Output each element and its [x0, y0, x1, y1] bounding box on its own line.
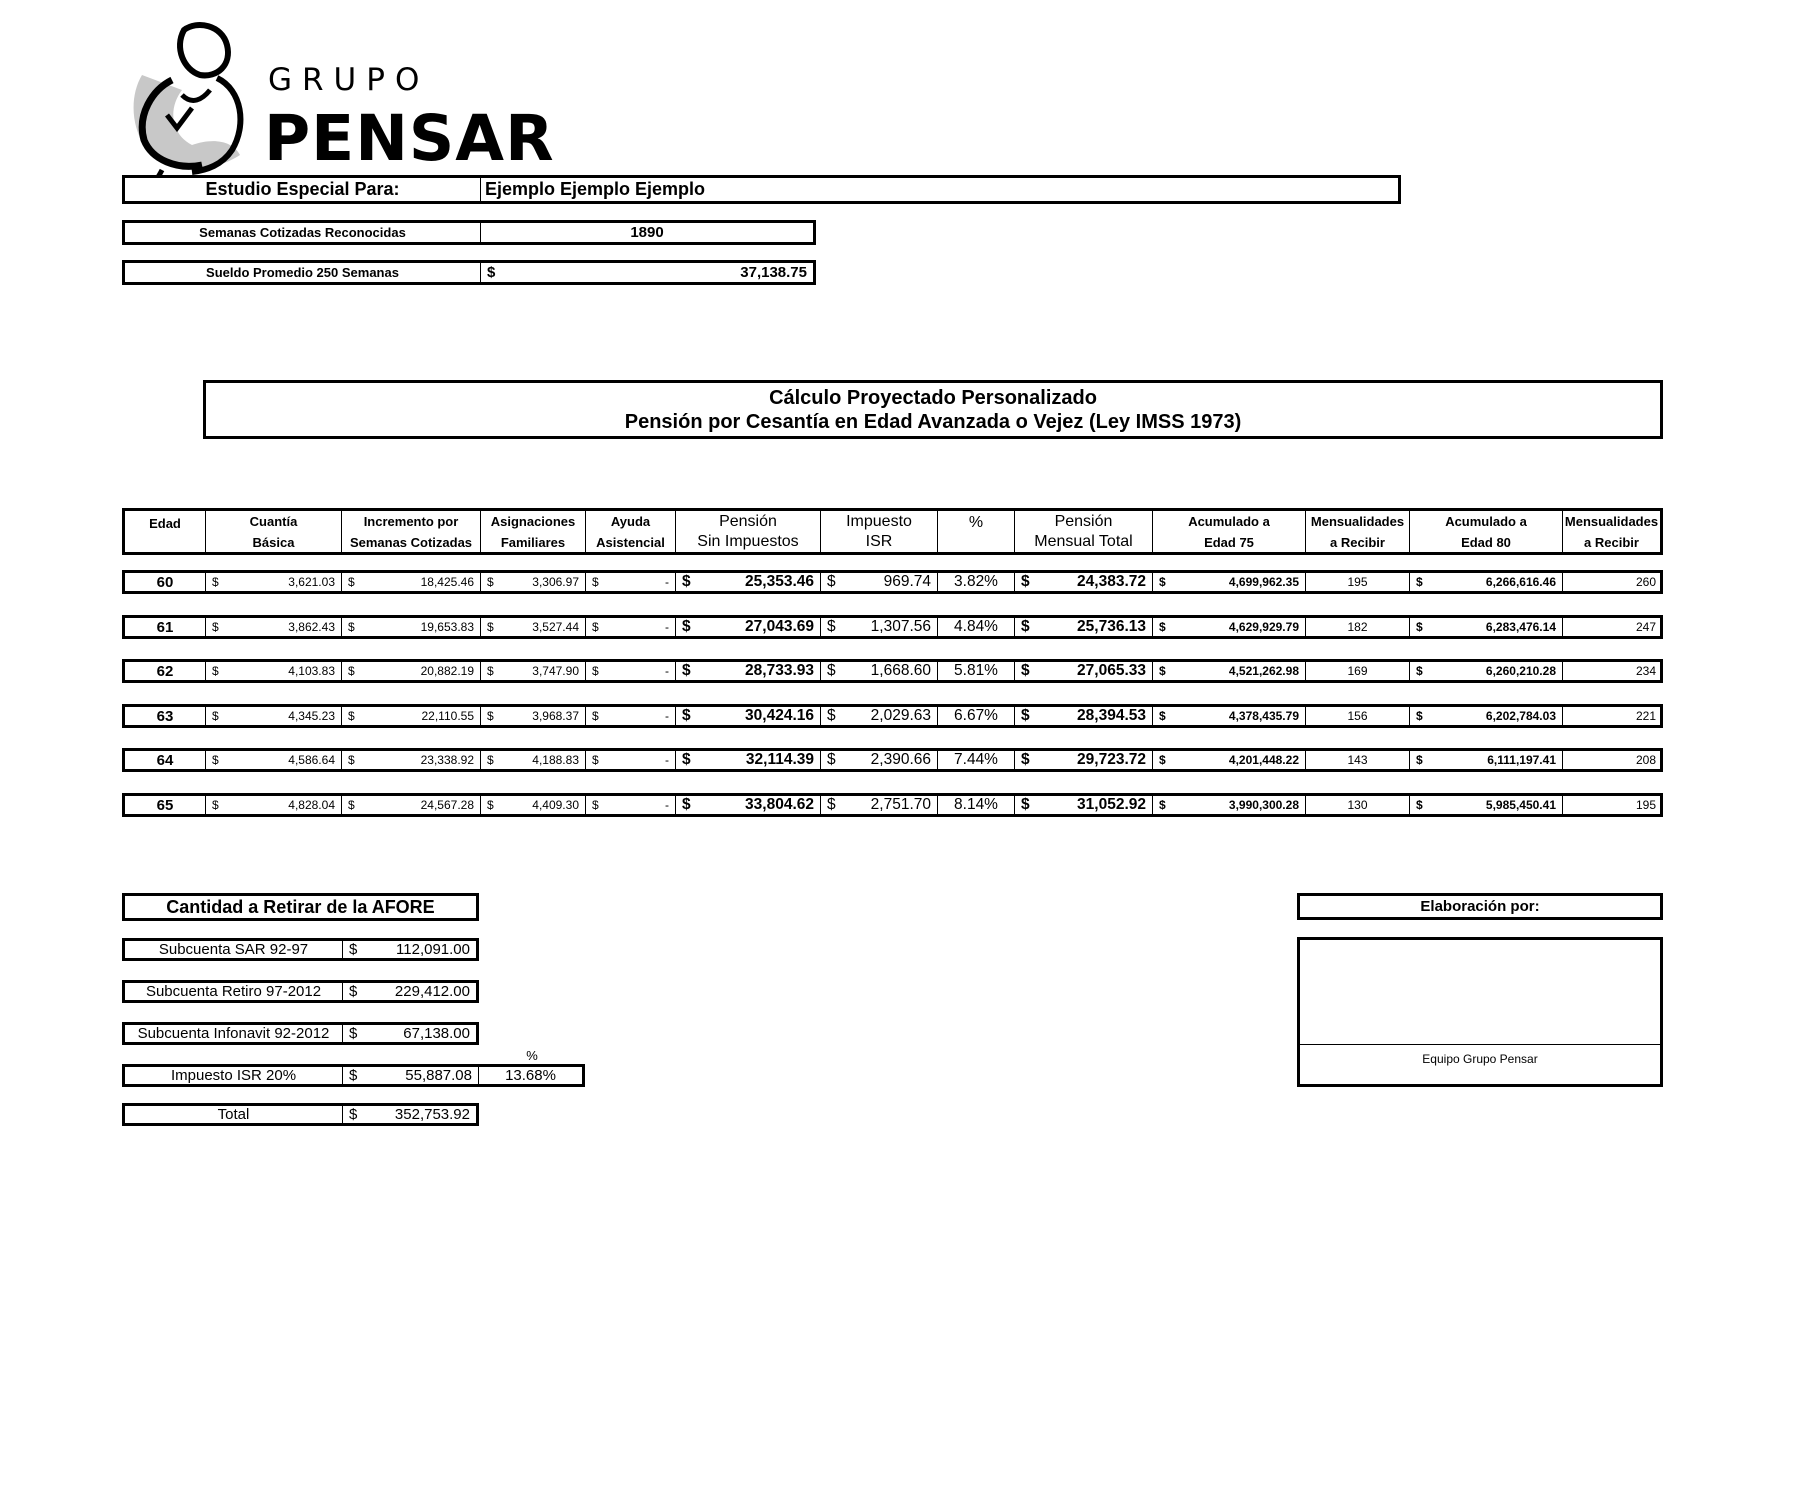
header-line: Ayuda — [610, 513, 651, 529]
header-line: Semanas Cotizadas — [349, 534, 473, 550]
header-line: Familiares — [500, 534, 566, 550]
cell-value: 25,736.13 — [1077, 618, 1146, 635]
cell-mensual — [1015, 707, 1153, 725]
currency-symbol: $ — [348, 620, 355, 634]
cell-edad: 61 — [125, 618, 206, 636]
cell-incremento — [342, 618, 481, 636]
cell-value: 33,804.62 — [745, 796, 814, 813]
cell-value: 1,307.56 — [870, 618, 931, 635]
cell-basica — [206, 662, 342, 680]
header-line: % — [968, 514, 984, 531]
header-line: Sin Impuestos — [697, 532, 799, 550]
cell-mens75: 156 — [1306, 707, 1410, 725]
col-header-sin-impuestos — [676, 511, 821, 552]
table-row — [122, 615, 1663, 639]
cell-basica — [206, 796, 342, 814]
afore-sar-label: Subcuenta SAR 92-97 — [125, 941, 343, 958]
col-header-isr — [821, 511, 938, 552]
cell-acum80 — [1410, 707, 1563, 725]
cell-value: 4,345.23 — [288, 709, 335, 723]
cell-asignaciones — [481, 751, 586, 769]
cell-acum80 — [1410, 662, 1563, 680]
currency-symbol: $ — [212, 798, 219, 812]
currency-symbol: $ — [1159, 753, 1166, 767]
currency-symbol: $ — [682, 751, 691, 768]
currency-symbol: $ — [348, 709, 355, 723]
currency-symbol: $ — [487, 264, 496, 281]
currency-symbol: $ — [592, 753, 599, 767]
currency-symbol: $ — [487, 709, 494, 723]
logo — [122, 20, 555, 190]
afore-retiro-value-cell — [343, 983, 476, 1000]
cell-mensual — [1015, 796, 1153, 814]
currency-symbol: $ — [348, 753, 355, 767]
currency-symbol: $ — [827, 796, 836, 813]
currency-symbol: $ — [1416, 575, 1423, 589]
afore-total-value-cell — [343, 1106, 476, 1123]
cell-value: 25,353.46 — [745, 573, 814, 590]
cell-value: 2,029.63 — [870, 707, 931, 724]
col-header-mensual — [1015, 511, 1153, 552]
cell-mensual — [1015, 618, 1153, 636]
currency-symbol: $ — [212, 620, 219, 634]
header-line: a Recibir — [1584, 534, 1639, 550]
semanas-value: 1890 — [630, 224, 664, 241]
semanas-row — [122, 220, 816, 245]
cell-asignaciones — [481, 707, 586, 725]
sueldo-value: 37,138.75 — [740, 264, 807, 281]
cell-value: 1,668.60 — [870, 662, 931, 679]
header-line: a Recibir — [1330, 534, 1385, 550]
currency-symbol: $ — [349, 983, 358, 1000]
currency-symbol: $ — [592, 620, 599, 634]
header-line: Básica — [252, 534, 295, 550]
cell-ayuda — [586, 751, 676, 769]
cell-acum80 — [1410, 796, 1563, 814]
calc-title-line2: Pensión por Cesantía en Edad Avanzada o Vejez (Ley IMSS 1973) — [624, 411, 1242, 433]
currency-symbol: $ — [682, 573, 691, 590]
afore-isr-row — [122, 1064, 585, 1087]
currency-symbol: $ — [682, 796, 691, 813]
cell-pct: 8.14% — [938, 796, 1015, 814]
cell-value: - — [665, 798, 669, 812]
cell-mens75: 169 — [1306, 662, 1410, 680]
currency-symbol: $ — [827, 618, 836, 635]
cell-acum80 — [1410, 618, 1563, 636]
table-row — [122, 748, 1663, 772]
cell-mens80: 260 — [1635, 575, 1656, 589]
elaboracion-footer: Equipo Grupo Pensar — [1422, 1052, 1538, 1066]
cell-incremento — [342, 751, 481, 769]
cell-edad: 65 — [125, 796, 206, 814]
cell-mens75: 182 — [1306, 618, 1410, 636]
currency-symbol: $ — [1021, 662, 1030, 679]
cell-sin_impuestos — [676, 662, 821, 680]
cell-ayuda — [586, 573, 676, 591]
cell-value: 24,567.28 — [420, 798, 474, 812]
currency-symbol: $ — [592, 798, 599, 812]
cell-edad: 64 — [125, 751, 206, 769]
cell-value: 969.74 — [883, 573, 931, 590]
cell-value: 6,283,476.14 — [1485, 620, 1556, 634]
cell-edad: 63 — [125, 707, 206, 725]
cell-value: 2,390.66 — [870, 751, 931, 768]
currency-symbol: $ — [487, 620, 494, 634]
elaboracion-title-box — [1297, 893, 1663, 920]
cell-ayuda — [586, 618, 676, 636]
sueldo-label: Sueldo Promedio 250 Semanas — [125, 263, 481, 282]
cell-mens80: 234 — [1635, 664, 1656, 678]
cell-isr — [821, 573, 938, 591]
currency-symbol: $ — [592, 575, 599, 589]
cell-incremento — [342, 573, 481, 591]
cell-value: 3,862.43 — [288, 620, 335, 634]
cell-value: 3,306.97 — [532, 575, 579, 589]
cell-mensual — [1015, 751, 1153, 769]
cell-value: 4,103.83 — [288, 664, 335, 678]
brand-line1: GRUPO — [268, 62, 430, 98]
currency-symbol: $ — [349, 1025, 358, 1042]
header-line: Mensualidades — [1564, 513, 1659, 529]
header-line: Edad 75 — [1204, 534, 1254, 550]
afore-infonavit-label: Subcuenta Infonavit 92-2012 — [125, 1025, 343, 1042]
currency-symbol: $ — [349, 1106, 358, 1123]
col-header-acum75 — [1153, 511, 1306, 552]
afore-sar-value-cell — [343, 941, 476, 958]
cell-pct: 4.84% — [938, 618, 1015, 636]
cell-value: 5,985,450.41 — [1485, 798, 1556, 812]
cell-acum75 — [1153, 662, 1306, 680]
table-row — [122, 793, 1663, 817]
cell-sin_impuestos — [676, 796, 821, 814]
semanas-label: Semanas Cotizadas Reconocidas — [125, 223, 481, 242]
header-line: Pensión — [1054, 512, 1113, 530]
currency-symbol: $ — [1159, 575, 1166, 589]
cell-value: 18,425.46 — [420, 575, 474, 589]
afore-total-value: 352,753.92 — [394, 1106, 470, 1123]
cell-acum80 — [1410, 573, 1563, 591]
estudio-value: Ejemplo Ejemplo Ejemplo — [485, 179, 706, 199]
afore-pct-header: % — [526, 1048, 538, 1063]
table-header — [122, 508, 1663, 555]
cell-value: 4,201,448.22 — [1228, 753, 1299, 767]
calc-title-line1: Cálculo Proyectado Personalizado — [769, 387, 1097, 409]
cell-value: 19,653.83 — [420, 620, 474, 634]
col-header-mens75 — [1306, 511, 1410, 552]
currency-symbol: $ — [1416, 753, 1423, 767]
header-line: Mensual Total — [1034, 532, 1133, 550]
currency-symbol: $ — [1159, 620, 1166, 634]
afore-total-label: Total — [125, 1106, 343, 1123]
afore-isr-label: Impuesto ISR 20% — [125, 1067, 343, 1084]
cell-value: - — [665, 753, 669, 767]
afore-sar-value: 112,091.00 — [396, 941, 470, 958]
afore-isr-value-cell — [343, 1067, 479, 1084]
cell-sin_impuestos — [676, 618, 821, 636]
col-header-asignaciones — [481, 511, 586, 552]
col-header-pct — [938, 511, 1015, 552]
cell-mens75: 130 — [1306, 796, 1410, 814]
currency-symbol: $ — [487, 575, 494, 589]
currency-symbol: $ — [348, 664, 355, 678]
currency-symbol: $ — [1159, 664, 1166, 678]
cell-mens75: 143 — [1306, 751, 1410, 769]
cell-mensual — [1015, 573, 1153, 591]
header-line: Incremento por — [363, 513, 459, 529]
afore-total-row — [122, 1103, 479, 1126]
afore-infonavit-value-cell — [343, 1025, 476, 1042]
cell-edad: 60 — [125, 573, 206, 591]
currency-symbol: $ — [682, 618, 691, 635]
cell-acum75 — [1153, 751, 1306, 769]
currency-symbol: $ — [212, 753, 219, 767]
cell-basica — [206, 573, 342, 591]
cell-asignaciones — [481, 573, 586, 591]
cell-acum75 — [1153, 573, 1306, 591]
cell-value: 2,751.70 — [870, 796, 931, 813]
cell-value: 4,521,262.98 — [1228, 664, 1299, 678]
currency-symbol: $ — [827, 751, 836, 768]
currency-symbol: $ — [1416, 620, 1423, 634]
cell-value: 30,424.16 — [745, 707, 814, 724]
header-line: Asistencial — [596, 534, 665, 550]
cell-value: 6,260,210.28 — [1485, 664, 1556, 678]
cell-value: 22,110.55 — [421, 709, 474, 723]
cell-value: 3,621.03 — [288, 575, 335, 589]
thinker-figure-icon — [122, 20, 272, 190]
afore-title: Cantidad a Retirar de la AFORE — [166, 896, 435, 917]
cell-sin_impuestos — [676, 751, 821, 769]
brand-line2: PENSAR — [264, 102, 555, 175]
cell-ayuda — [586, 662, 676, 680]
currency-symbol: $ — [348, 798, 355, 812]
cell-value: 29,723.72 — [1077, 751, 1146, 768]
currency-symbol: $ — [1021, 618, 1030, 635]
currency-symbol: $ — [487, 753, 494, 767]
cell-value: 3,747.90 — [532, 664, 579, 678]
header-line: Impuesto — [846, 512, 912, 530]
currency-symbol: $ — [827, 707, 836, 724]
cell-incremento — [342, 796, 481, 814]
cell-pct: 5.81% — [938, 662, 1015, 680]
cell-value: - — [665, 620, 669, 634]
sueldo-value-cell — [481, 263, 813, 282]
cell-mensual — [1015, 662, 1153, 680]
elaboracion-signature-box — [1297, 937, 1663, 1087]
cell-value: 4,828.04 — [288, 798, 335, 812]
cell-value: - — [665, 575, 669, 589]
cell-ayuda — [586, 796, 676, 814]
cell-value: 4,188.83 — [532, 753, 579, 767]
cell-value: 6,111,197.41 — [1487, 753, 1556, 767]
cell-acum75 — [1153, 796, 1306, 814]
cell-pct: 6.67% — [938, 707, 1015, 725]
afore-infonavit-value: 67,138.00 — [403, 1025, 470, 1042]
calc-title-box — [203, 380, 1663, 439]
currency-symbol: $ — [212, 575, 219, 589]
cell-value: 3,527.44 — [532, 620, 579, 634]
cell-isr — [821, 707, 938, 725]
cell-value: 3,968.37 — [532, 709, 579, 723]
currency-symbol: $ — [1159, 709, 1166, 723]
currency-symbol: $ — [487, 664, 494, 678]
currency-symbol: $ — [827, 573, 836, 590]
cell-incremento — [342, 707, 481, 725]
cell-ayuda — [586, 707, 676, 725]
currency-symbol: $ — [349, 1067, 358, 1084]
col-header-edad — [125, 511, 206, 552]
cell-basica — [206, 707, 342, 725]
cell-value: 28,394.53 — [1077, 707, 1146, 724]
afore-isr-pct: 13.68% — [505, 1067, 556, 1084]
currency-symbol: $ — [1021, 751, 1030, 768]
estudio-row — [122, 175, 1401, 204]
cell-value: 4,409.30 — [532, 798, 579, 812]
cell-acum80 — [1410, 751, 1563, 769]
currency-symbol: $ — [1416, 664, 1423, 678]
signature-area — [1300, 940, 1660, 1045]
currency-symbol: $ — [592, 709, 599, 723]
cell-value: 3,990,300.28 — [1228, 798, 1299, 812]
currency-symbol: $ — [1021, 707, 1030, 724]
cell-value: 20,882.19 — [420, 664, 474, 678]
currency-symbol: $ — [212, 709, 219, 723]
afore-infonavit-row — [122, 1022, 479, 1045]
sueldo-row — [122, 260, 816, 285]
afore-retiro-label: Subcuenta Retiro 97-2012 — [125, 983, 343, 1000]
cell-basica — [206, 618, 342, 636]
afore-retiro-row — [122, 980, 479, 1003]
cell-asignaciones — [481, 662, 586, 680]
header-line: Asignaciones — [490, 513, 576, 529]
cell-value: 27,065.33 — [1077, 662, 1146, 679]
col-header-mens80 — [1563, 511, 1660, 552]
header-line: Cuantía — [249, 513, 298, 529]
afore-sar-row — [122, 938, 479, 961]
currency-symbol: $ — [1416, 798, 1423, 812]
elaboracion-title: Elaboración por: — [1420, 898, 1540, 915]
cell-mens80: 208 — [1635, 753, 1656, 767]
currency-symbol: $ — [1021, 796, 1030, 813]
currency-symbol: $ — [827, 662, 836, 679]
currency-symbol: $ — [348, 575, 355, 589]
cell-acum75 — [1153, 618, 1306, 636]
cell-sin_impuestos — [676, 707, 821, 725]
cell-mens80: 247 — [1635, 620, 1656, 634]
cell-mens80: 195 — [1635, 798, 1656, 812]
col-header-acum80 — [1410, 511, 1563, 552]
cell-isr — [821, 751, 938, 769]
header-line: ISR — [865, 532, 893, 550]
cell-value: 6,266,616.46 — [1485, 575, 1556, 589]
cell-isr — [821, 796, 938, 814]
cell-edad: 62 — [125, 662, 206, 680]
cell-basica — [206, 751, 342, 769]
cell-acum75 — [1153, 707, 1306, 725]
afore-title-box — [122, 893, 479, 921]
cell-value: 27,043.69 — [745, 618, 814, 635]
col-header-incremento — [342, 511, 481, 552]
col-header-basica — [206, 511, 342, 552]
header-line: Mensualidades — [1310, 513, 1405, 529]
header-line: Acumulado a — [1445, 513, 1527, 529]
header-line: Edad 80 — [1461, 534, 1511, 550]
cell-mens80: 221 — [1635, 709, 1656, 723]
table-row — [122, 704, 1663, 728]
cell-isr — [821, 618, 938, 636]
currency-symbol: $ — [349, 941, 358, 958]
currency-symbol: $ — [212, 664, 219, 678]
cell-isr — [821, 662, 938, 680]
cell-pct: 7.44% — [938, 751, 1015, 769]
cell-value: 4,699,962.35 — [1228, 575, 1299, 589]
cell-value: 6,202,784.03 — [1485, 709, 1556, 723]
cell-value: 23,338.92 — [420, 753, 474, 767]
cell-sin_impuestos — [676, 573, 821, 591]
cell-asignaciones — [481, 796, 586, 814]
cell-value: 24,383.72 — [1077, 573, 1146, 590]
cell-value: 4,629,929.79 — [1228, 620, 1299, 634]
cell-value: 31,052.92 — [1077, 796, 1146, 813]
currency-symbol: $ — [682, 662, 691, 679]
col-header-ayuda — [586, 511, 676, 552]
cell-incremento — [342, 662, 481, 680]
currency-symbol: $ — [487, 798, 494, 812]
cell-pct: 3.82% — [938, 573, 1015, 591]
cell-value: - — [665, 664, 669, 678]
cell-value: - — [665, 709, 669, 723]
cell-value: 28,733.93 — [745, 662, 814, 679]
cell-value: 32,114.39 — [745, 751, 814, 768]
header-line: Pensión — [719, 512, 777, 530]
cell-mens75: 195 — [1306, 573, 1410, 591]
currency-symbol: $ — [1021, 573, 1030, 590]
cell-value: 4,378,435.79 — [1228, 709, 1299, 723]
cell-asignaciones — [481, 618, 586, 636]
currency-symbol: $ — [682, 707, 691, 724]
header-line: Acumulado a — [1188, 513, 1270, 529]
cell-value: 4,586.64 — [288, 753, 335, 767]
currency-symbol: $ — [1159, 798, 1166, 812]
estudio-label: Estudio Especial Para: — [125, 178, 481, 201]
table-row — [122, 659, 1663, 683]
currency-symbol: $ — [592, 664, 599, 678]
currency-symbol: $ — [1416, 709, 1423, 723]
table-row — [122, 570, 1663, 594]
afore-retiro-value: 229,412.00 — [394, 983, 470, 1000]
afore-isr-value: 55,887.08 — [405, 1067, 472, 1084]
header-line: Edad — [149, 516, 181, 531]
